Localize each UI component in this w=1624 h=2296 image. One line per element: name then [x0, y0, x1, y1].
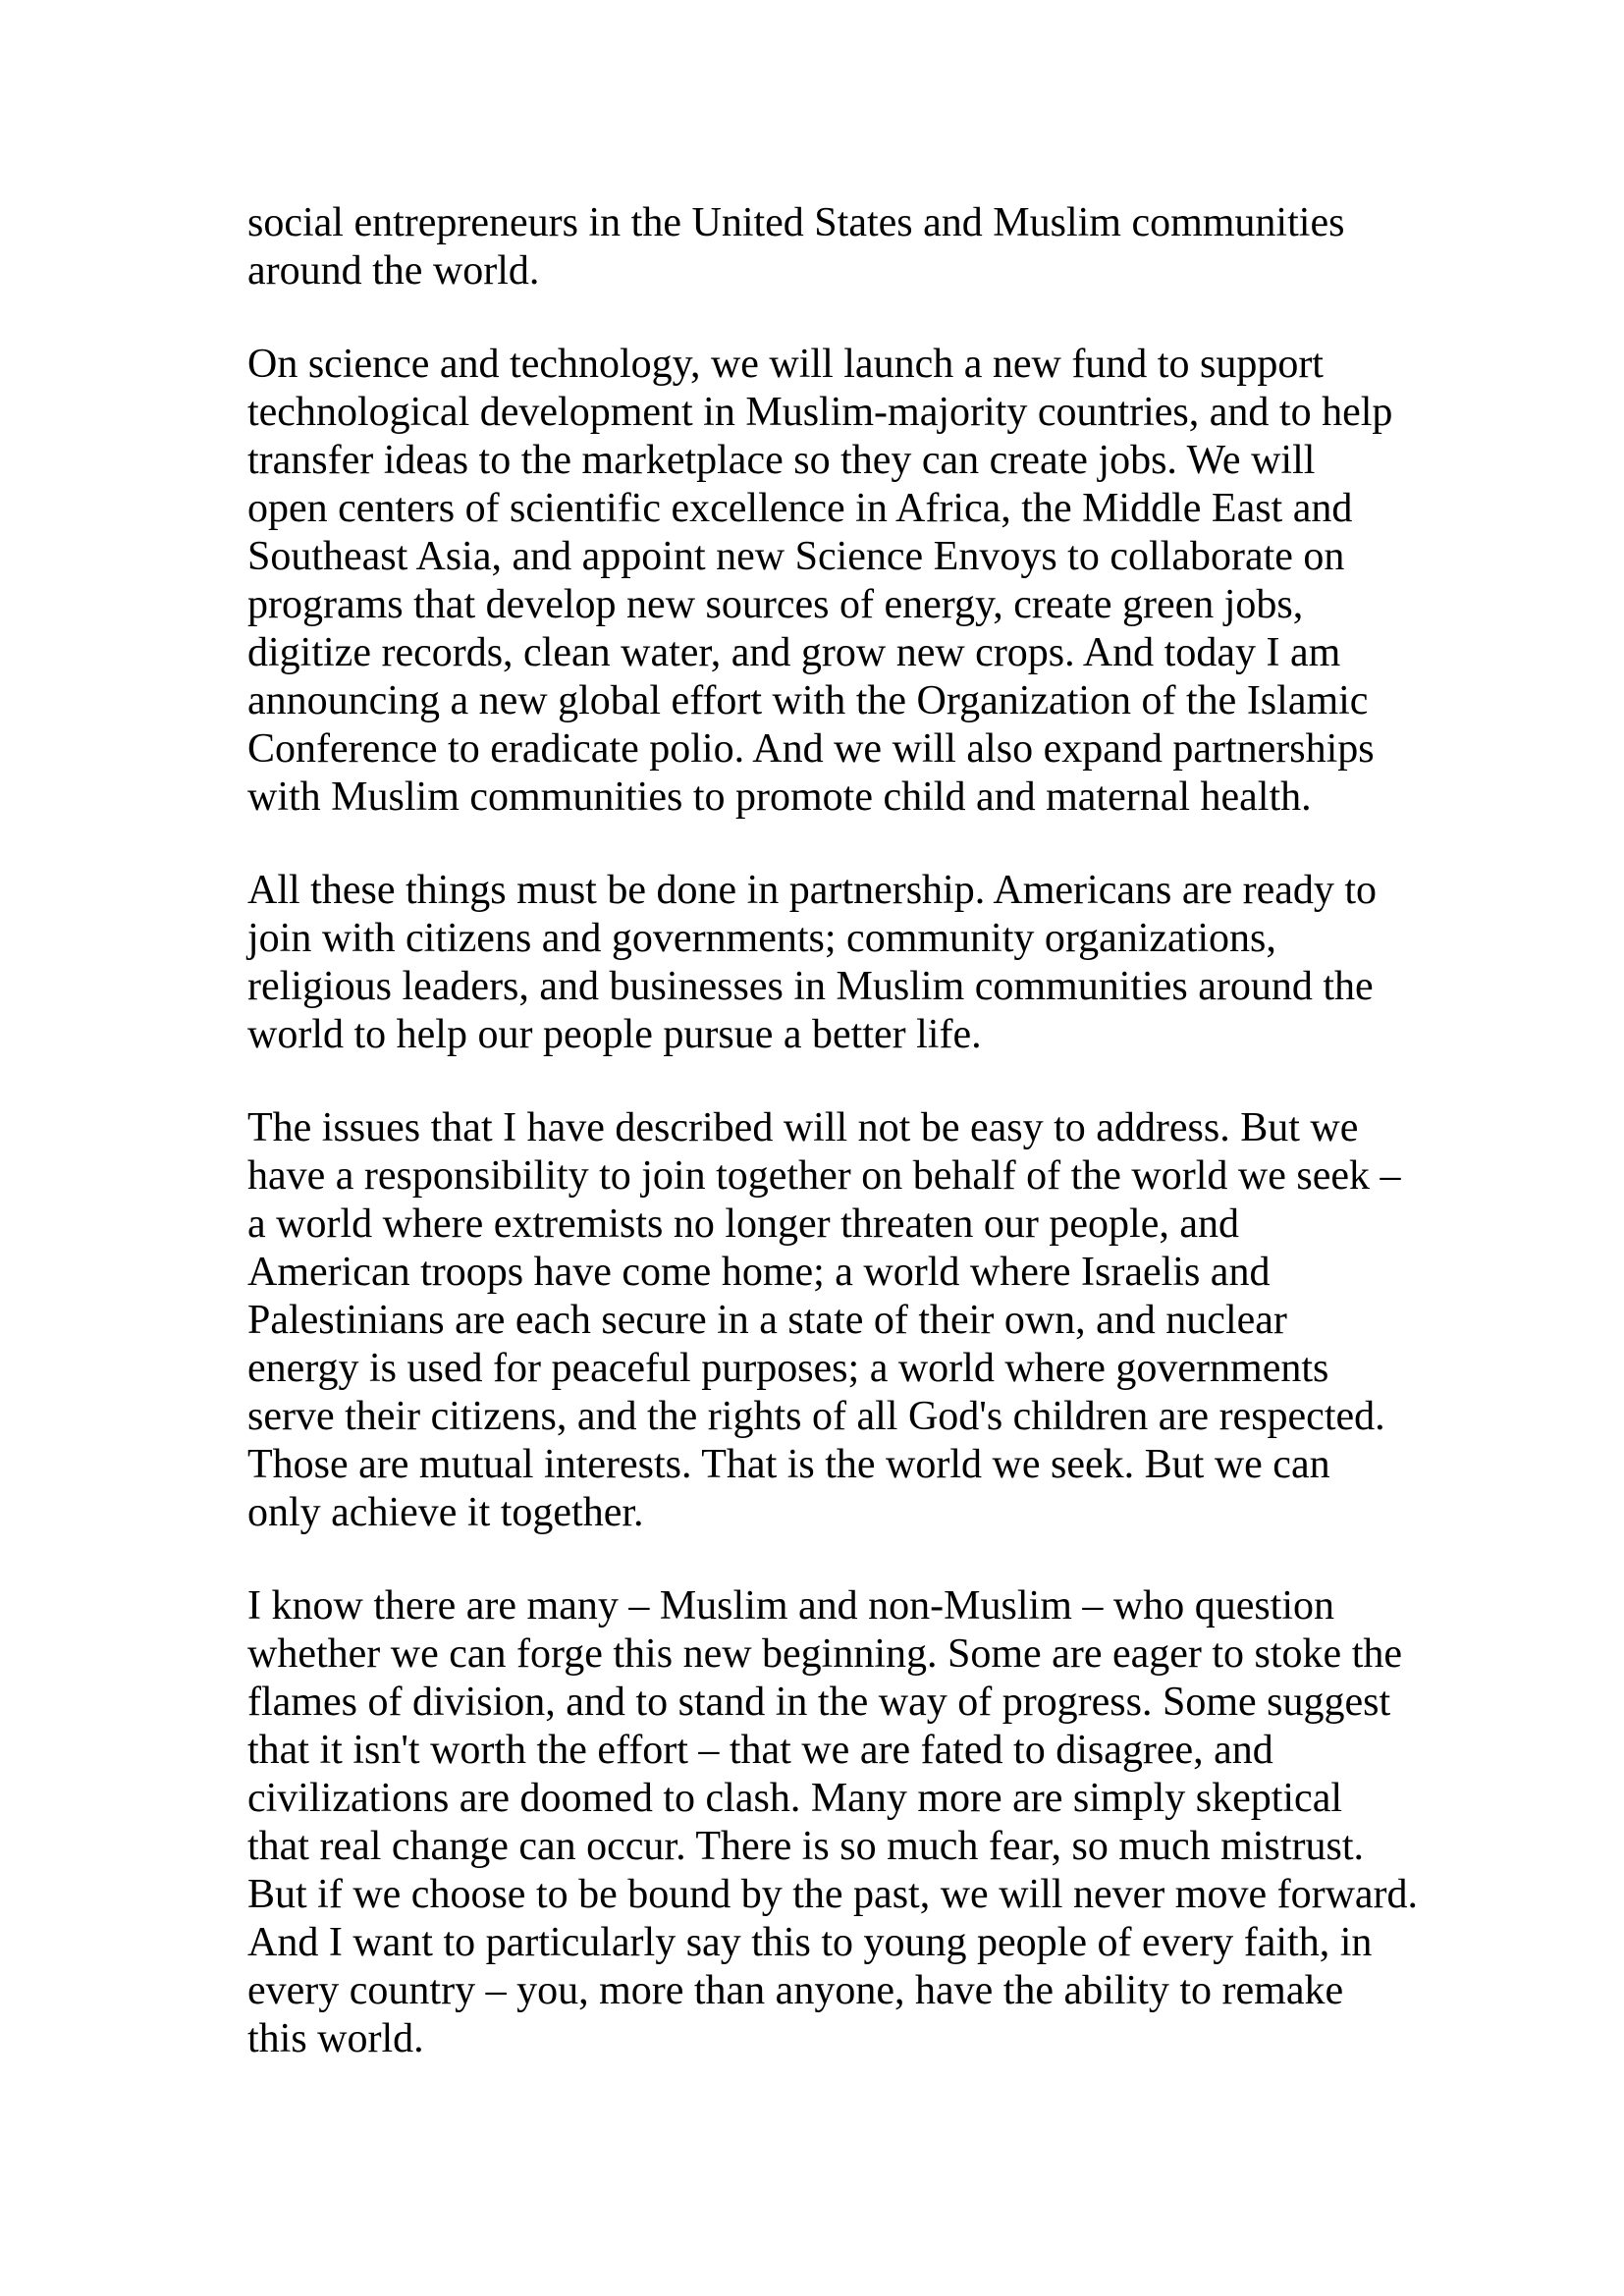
text-line: that real change can occur. There is so much fear, so much mistrust. — [247, 1824, 1364, 1869]
text-line: around the world. — [247, 248, 540, 294]
text-line: American troops have come home; a world where Israelis and — [247, 1250, 1271, 1295]
text-line: that it isn't worth the effort – that we are fated to disagree, and — [247, 1728, 1273, 1773]
text-line: All these things must be done in partnership. Americans are ready to — [247, 868, 1378, 913]
text-line: energy is used for peaceful purposes; a world where governments — [247, 1346, 1329, 1391]
paragraph — [247, 199, 1401, 295]
text-line: programs that develop new sources of energy, create green jobs, — [247, 582, 1304, 627]
text-line: digitize records, clean water, and grow new crops. And today I am — [247, 630, 1341, 675]
text-line: The issues that I have described will not be easy to address. But we — [247, 1105, 1359, 1150]
text-line: civilizations are doomed to clash. Many more are simply skeptical — [247, 1776, 1343, 1821]
text-line: Conference to eradicate polio. And we will also expand partnerships — [247, 726, 1375, 772]
text-line: technological development in Muslim-majority countries, and to help — [247, 390, 1393, 435]
text-line: Palestinians are each secure in a state of their own, and nuclear — [247, 1298, 1287, 1343]
paragraph — [247, 341, 1401, 822]
speech-text-block — [247, 199, 1419, 2063]
text-line: have a responsibility to join together on behalf of the world we seek – — [247, 1153, 1401, 1199]
text-line: world to help our people pursue a better life. — [247, 1012, 982, 1057]
text-line: every country – you, more than anyone, have the ability to remake — [247, 1968, 1344, 2013]
text-line: On science and technology, we will launch a new fund to support — [247, 342, 1324, 387]
text-line: open centers of scientific excellence in Africa, the Middle East and — [247, 486, 1353, 531]
text-line: serve their citizens, and the rights of all God's children are respected. — [247, 1394, 1385, 1439]
text-line: a world where extremists no longer threaten our people, and — [247, 1201, 1239, 1247]
paragraph — [247, 867, 1401, 1059]
text-line: But if we choose to be bound by the past, we will never move forward. — [247, 1872, 1419, 1917]
text-line: this world. — [247, 2016, 424, 2061]
text-line: whether we can forge this new beginning. Some are eager to stoke the — [247, 1631, 1402, 1677]
text-line: join with citizens and governments; community organizations, — [247, 916, 1276, 961]
text-line: And I want to particularly say this to young people of every faith, in — [247, 1920, 1373, 1965]
paragraph — [247, 1104, 1401, 1537]
text-line: I know there are many – Muslim and non-Muslim – who question — [247, 1583, 1335, 1629]
text-line: announcing a new global effort with the Organization of the Islamic — [247, 678, 1369, 723]
text-line: Southeast Asia, and appoint new Science Envoys to collaborate on — [247, 534, 1345, 579]
text-line: flames of division, and to stand in the way of progress. Some suggest — [247, 1680, 1391, 1725]
paragraph — [247, 1582, 1419, 2063]
text-line: only achieve it together. — [247, 1490, 644, 1535]
text-line: with Muslim communities to promote child and maternal health. — [247, 774, 1312, 820]
text-line: Those are mutual interests. That is the world we seek. But we can — [247, 1442, 1330, 1487]
text-line: social entrepreneurs in the United States and Muslim communities — [247, 200, 1345, 245]
text-line: religious leaders, and businesses in Muslim communities around the — [247, 964, 1374, 1009]
text-line: transfer ideas to the marketplace so they can create jobs. We will — [247, 438, 1316, 483]
